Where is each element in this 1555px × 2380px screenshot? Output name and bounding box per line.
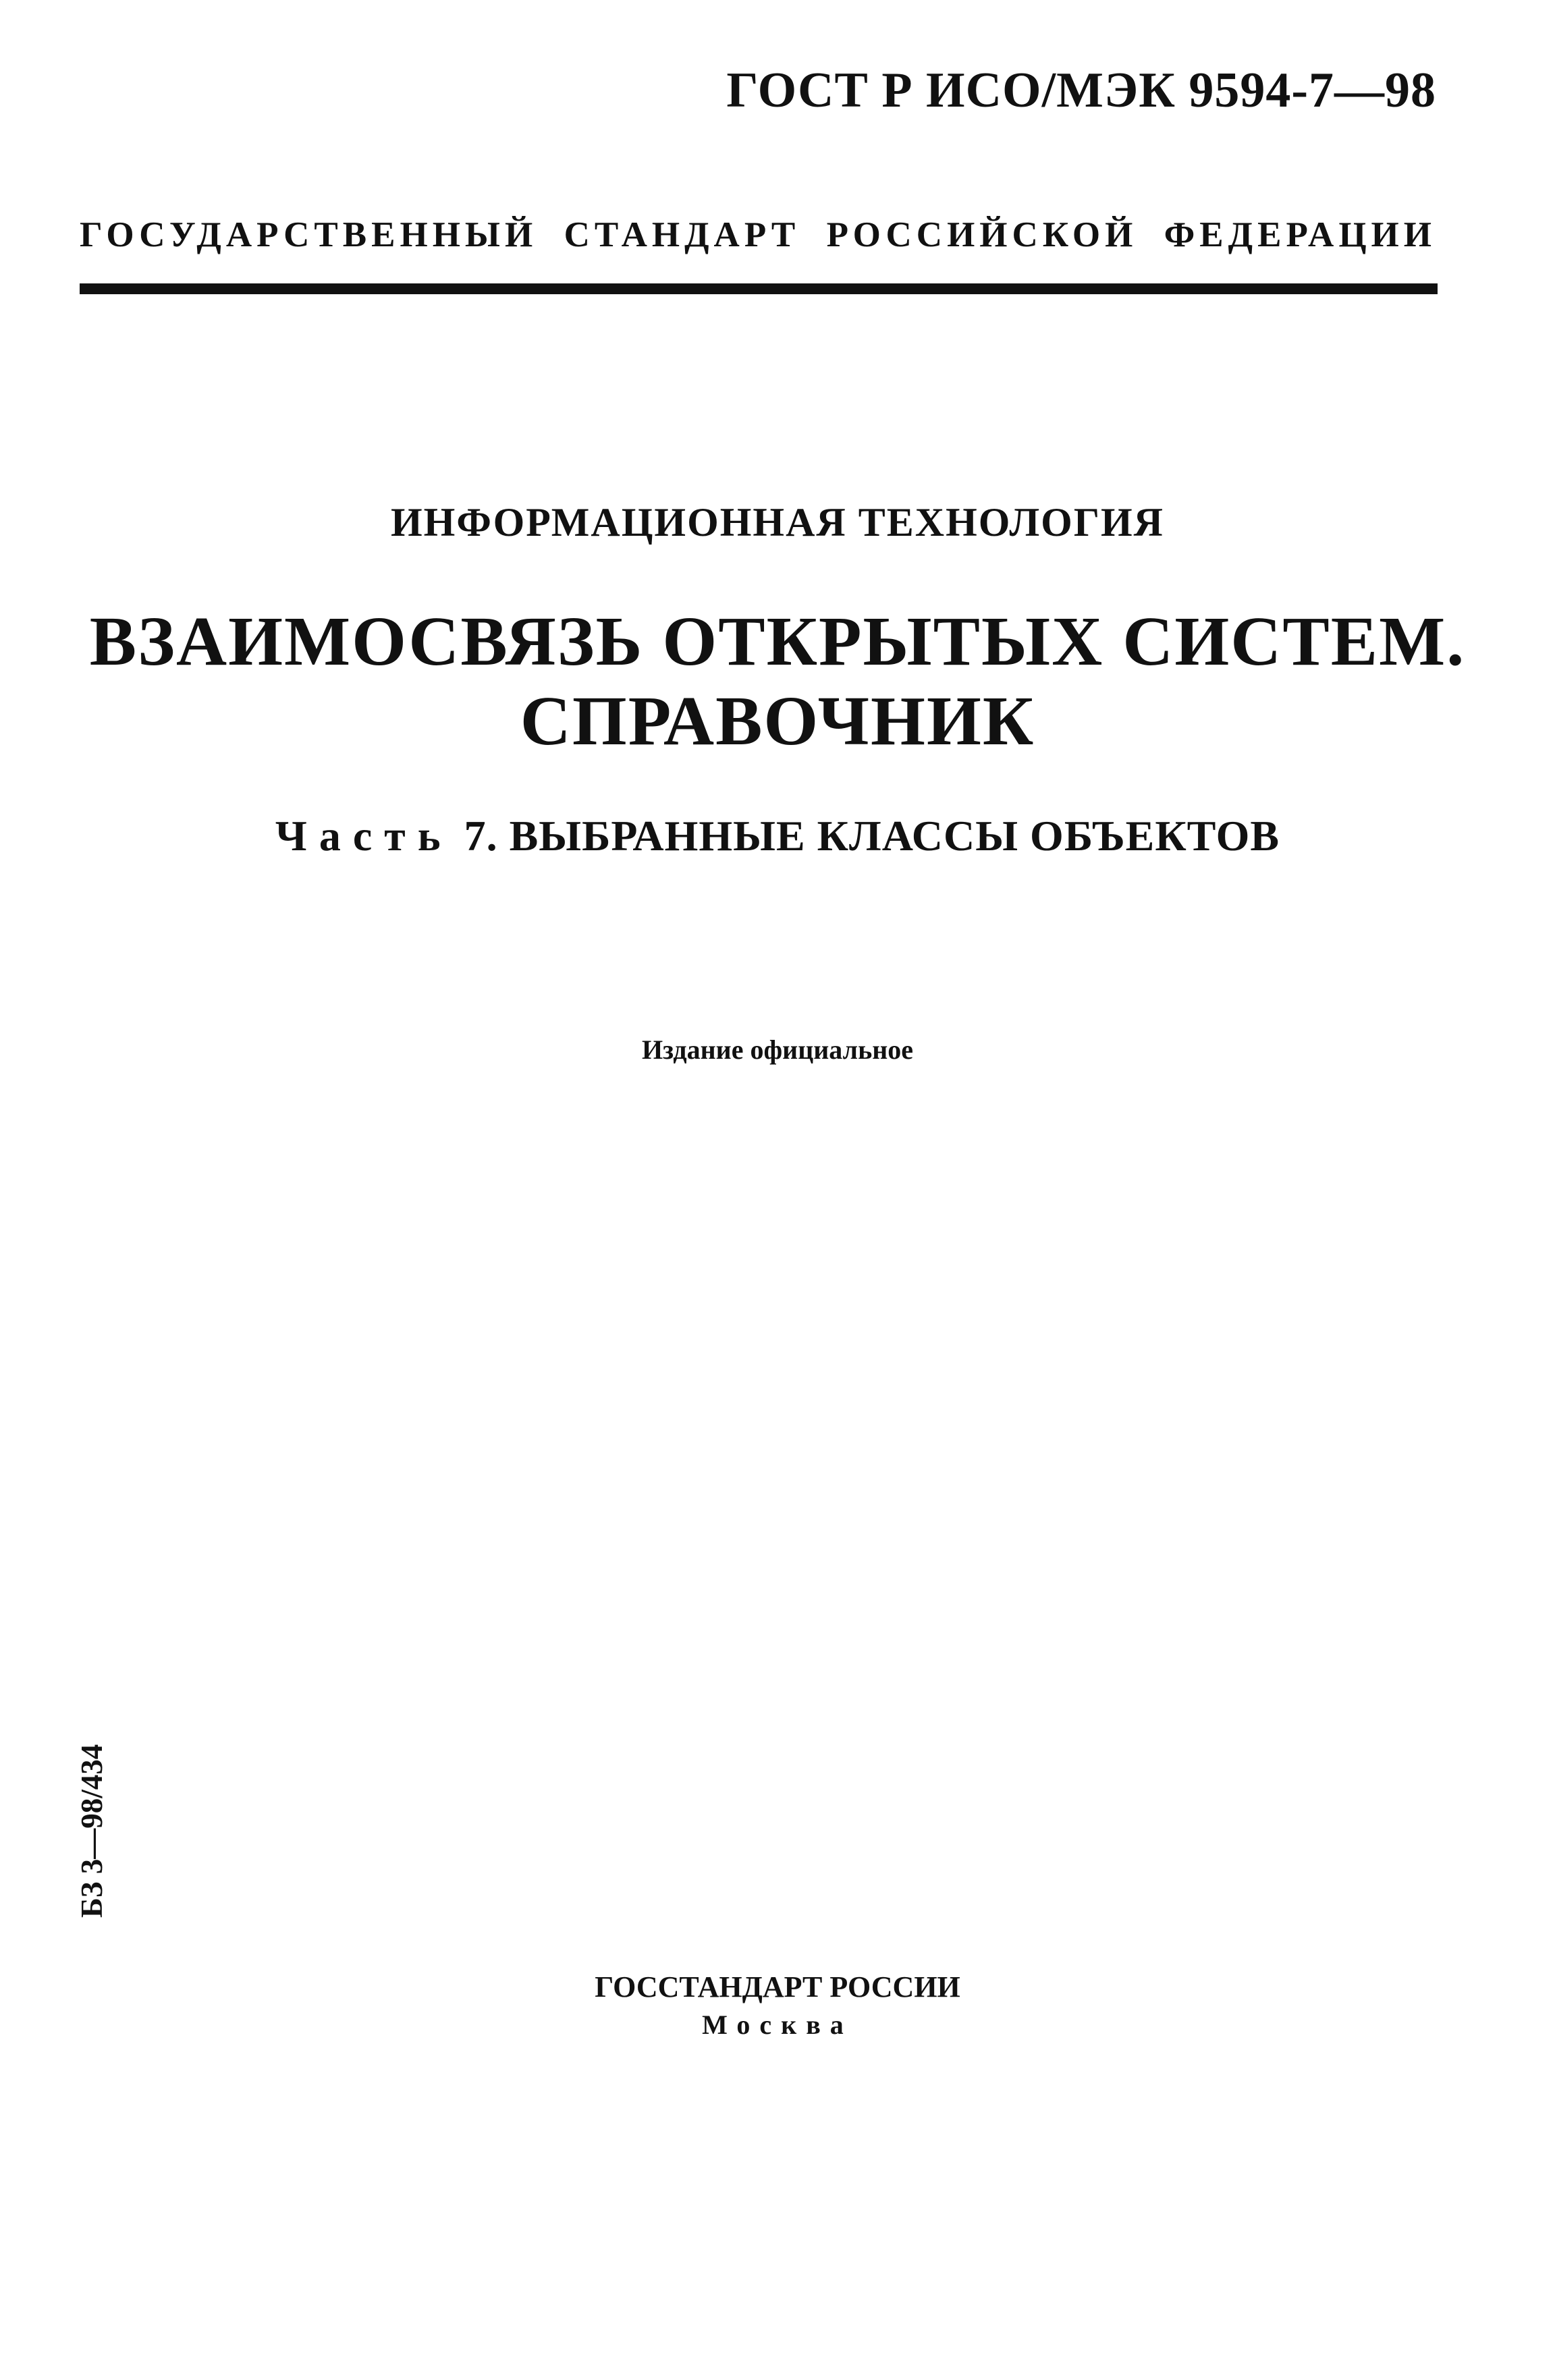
header-word-2: СТАНДАРТ [564,215,800,254]
edition-note: Издание официальное [641,1034,914,1065]
city: Москва [702,2010,853,2040]
document-code: ГОСТ Р ИСО/МЭК 9594-7—98 [726,63,1436,118]
part-title [0,811,1555,861]
part-label: Часть [275,812,453,860]
publisher: ГОССТАНДАРТ РОССИИ [595,1970,960,2003]
main-title [0,602,1555,761]
header-word-3: РОССИЙСКОЙ [826,215,1138,254]
main-title-line-2: СПРАВОЧНИК [520,682,1035,760]
header-standard-line [80,215,1436,255]
header-word-1: ГОСУДАРСТВЕННЫЙ [80,215,538,254]
header-word-4: ФЕДЕРАЦИИ [1164,215,1436,254]
main-title-line-1: ВЗАИМОСВЯЗЬ ОТКРЫТЫХ СИСТЕМ. [89,603,1466,680]
subject-title: ИНФОРМАЦИОННАЯ ТЕХНОЛОГИЯ [390,500,1165,545]
part-name: 7. ВЫБРАННЫЕ КЛАССЫ ОБЪЕКТОВ [452,812,1280,860]
side-code: БЗ 3—98/434 [75,1744,109,1918]
header-divider [80,283,1438,294]
